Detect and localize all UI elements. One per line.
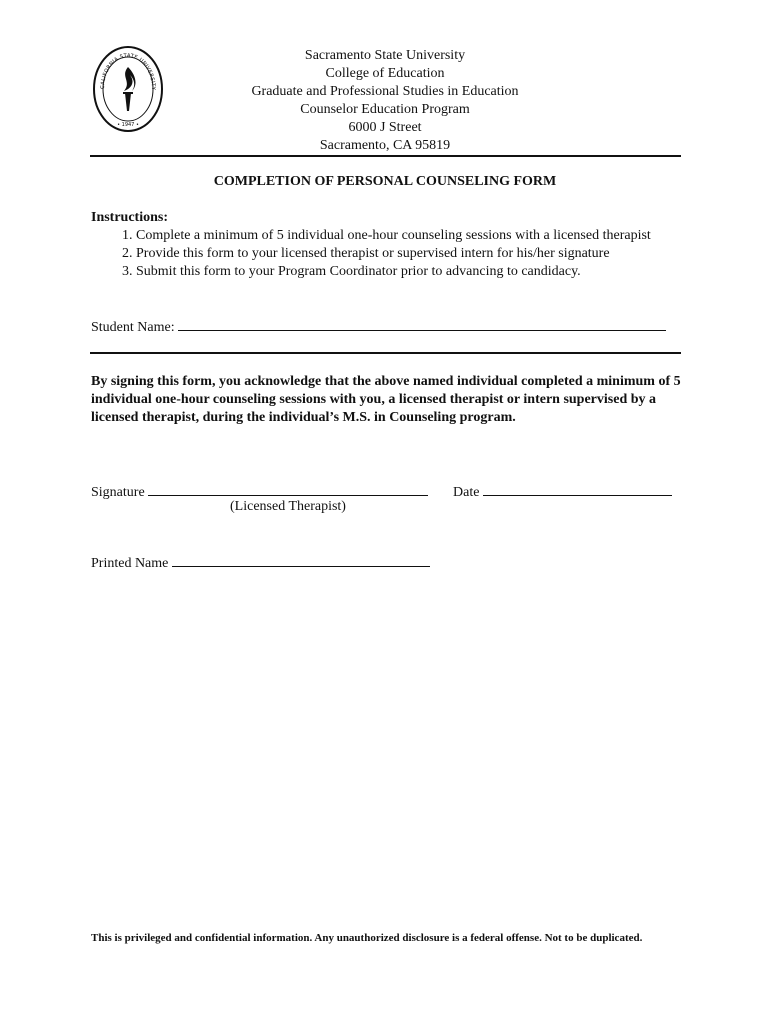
printed-name-label: Printed Name	[91, 556, 169, 571]
section-divider	[90, 352, 681, 354]
instruction-item: 2. Provide this form to your licensed therapist or supervised intern for his/her signature	[136, 245, 716, 263]
date-row	[453, 481, 672, 501]
student-name-field[interactable]	[178, 316, 666, 331]
form-title: COMPLETION OF PERSONAL COUNSELING FORM	[213, 174, 557, 189]
confidentiality-notice: This is privileged and confidential information. Any unauthorized disclosure is a federal offense. Not to be duplicated.	[91, 932, 643, 944]
date-field[interactable]	[483, 481, 672, 496]
signature-row	[91, 481, 428, 501]
header-line-city: Sacramento, CA 95819	[319, 138, 451, 153]
acknowledgement-text: By signing this form, you acknowledge that the above named individual completed a minimum of 5 individual one-hour counseling sessions with you, a licensed therapist or intern supervised by a licensed therapist, during the individual’s M.S. in Counseling program.	[91, 374, 681, 425]
printed-name-field[interactable]	[172, 552, 430, 567]
header-line-university: Sacramento State University	[304, 48, 466, 63]
svg-text:• 1947 •: • 1947 •	[117, 122, 139, 128]
signature-label: Signature	[91, 485, 145, 500]
instruction-item: 1. Complete a minimum of 5 individual one-hour counseling sessions with a licensed therapist	[136, 227, 716, 245]
institution-header	[0, 47, 770, 155]
signature-note: (Licensed Therapist)	[230, 499, 346, 514]
header-divider	[90, 155, 681, 157]
header-line-street: 6000 J Street	[348, 120, 422, 135]
student-name-row	[91, 316, 666, 336]
header-line-program: Counselor Education Program	[300, 102, 470, 117]
date-label: Date	[453, 485, 480, 500]
instructions-list	[91, 227, 716, 281]
svg-text:CALIFORNIA STATE UNIVERSITY: CALIFORNIA STATE UNIVERSITY	[99, 52, 157, 91]
header-line-department: Graduate and Professional Studies in Education	[251, 84, 519, 99]
signature-field[interactable]	[148, 481, 428, 496]
header-line-college: College of Education	[325, 66, 445, 81]
printed-name-row	[91, 552, 430, 572]
instruction-item: 3. Submit this form to your Program Coordinator prior to advancing to candidacy.	[136, 263, 716, 281]
student-name-label: Student Name:	[91, 320, 175, 335]
instructions-heading: Instructions:	[91, 210, 169, 225]
